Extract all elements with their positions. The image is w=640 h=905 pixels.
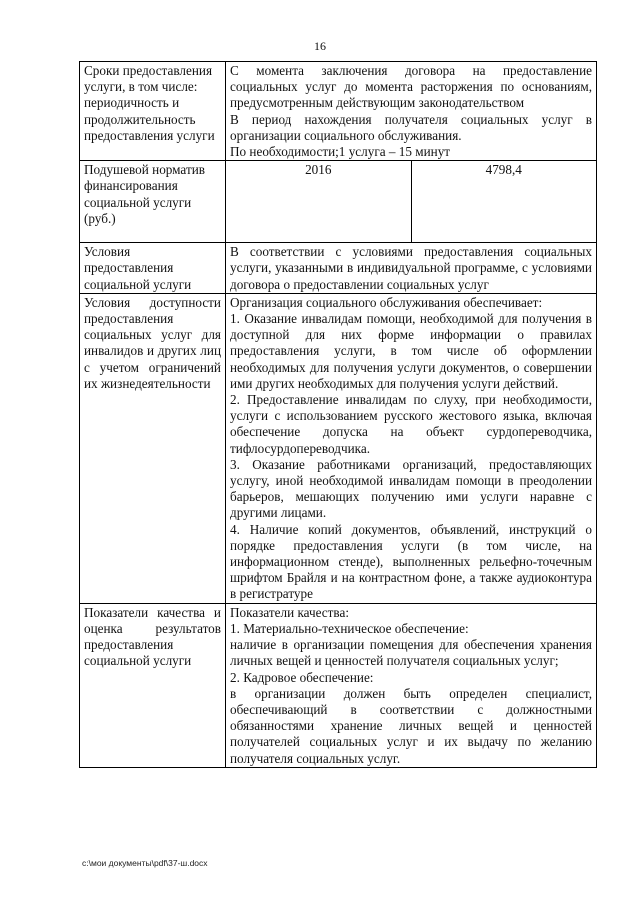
file-path-footer: c:\мои документы\pdf\37-ш.docx (82, 858, 208, 868)
accessibility-label: Условия доступности предоставления социальных услуг для инвалидов и других лиц с учетом ограничений их жизнедеятельности (80, 293, 226, 603)
table-row (80, 603, 597, 767)
quality-label: Показатели качества и оценка результатов предоставления социальной услуги (80, 603, 226, 767)
quality-line: 1. Материально-техническое обеспечение: (230, 620, 469, 636)
accessibility-line: 4. Наличие копий документов, объявлений, инструкций о порядке предоставления услуги (в том числе, на информационном стенде), выполненных рельефно-точечным шрифтом Брайля и на контрастном фоне, а также аудиоконтура в регистратуре (230, 521, 592, 602)
table-row (80, 161, 597, 243)
norm-amount: 4798,4 (485, 162, 522, 178)
accessibility-line: Организация социального обслуживания обеспечивает: (230, 294, 543, 310)
conditions-label: Условия предоставления социальной услуги (80, 243, 226, 294)
accessibility-line: 3. Оказание работниками организаций, предоставляющих услугу, иной необходимой инвалидам помощи в преодолении барьеров, мешающих получению ими услуги наравне с другими лицами. (230, 456, 592, 521)
terms-line: С момента заключения договора на предоставление социальных услуг до момента расторжения по основаниям, предусмотренным действующим законодательством (230, 63, 592, 111)
terms-line: В период нахождения получателя социальных услуг в организации социального обслуживания. (230, 111, 592, 143)
norm-year: 2016 (226, 161, 411, 242)
conditions-value: В соответствии с условиями предоставления социальных услуги, указанными в индивидуальной программе, с условиями договора о предоставлении социальных услуг (226, 243, 597, 294)
quality-line: наличие в организации помещения для обеспечения хранения личных вещей и ценностей получателя социальных услуг; (230, 637, 592, 669)
quality-line: 2. Кадровое обеспечение: (230, 669, 374, 685)
norm-label: Подушевой норматив финансирования социальной услуги (руб.) (80, 161, 226, 243)
table-row (80, 243, 597, 294)
service-standard-table (79, 61, 597, 768)
accessibility-line: 2. Предоставление инвалидам по слуху, при необходимости, услуги с использованием русского жестового языка, включая обеспечение допуска на объект сурдопереводчика, тифлосурдопереводчика. (230, 392, 592, 456)
accessibility-value (226, 293, 597, 603)
quality-line: в организации должен быть определен специалист, обеспечивающий в соответствии с должностными обязанностями хранение личных вещей и ценностей получателей социальных услуг и их выдачу по желанию получателя социальных услуг. (230, 685, 592, 766)
terms-label: Сроки предоставления услуги, в том числе: периодичность и продолжительность предоставления услуги (80, 62, 226, 161)
table-row (80, 62, 597, 161)
quality-value (226, 603, 597, 767)
table-row (80, 293, 597, 603)
norm-subtable (226, 161, 596, 242)
quality-line: Показатели качества: (230, 604, 349, 620)
terms-line: По необходимости;1 услуга – 15 минут (230, 144, 451, 160)
page-number: 16 (314, 39, 326, 53)
accessibility-line: 1. Оказание инвалидам помощи, необходимой для получения в доступной для них форме информации о правилах предоставления услуги, в том числе об оформлении необходимых для получения услуги документов, о совершении ими других необходимых для получения услуги действий. (230, 311, 592, 391)
norm-value (226, 161, 597, 243)
terms-value (226, 62, 597, 161)
